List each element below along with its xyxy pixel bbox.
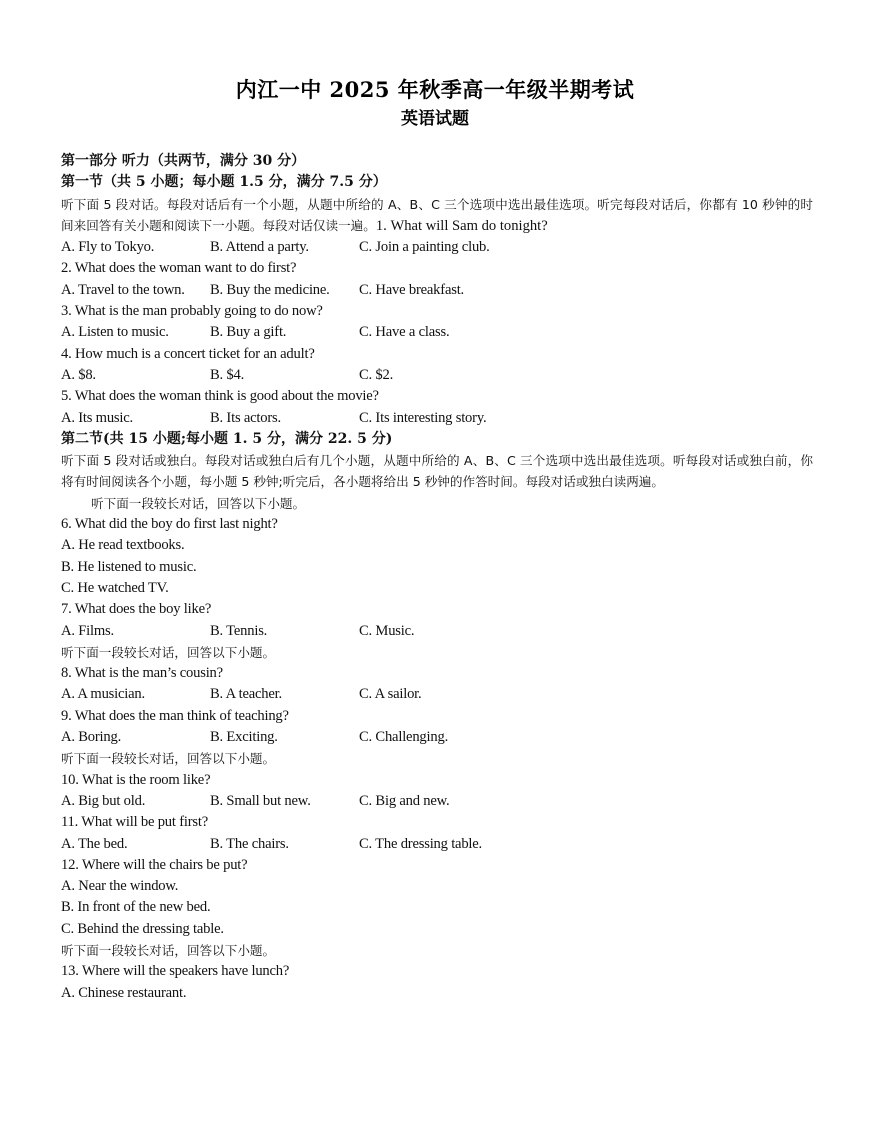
question-12-text: 12. Where will the chairs be put? [61, 856, 248, 873]
question-5-options [61, 408, 813, 429]
option-c: C. Have breakfast. [359, 281, 464, 298]
question-13-option-a: A. Chinese restaurant. [61, 984, 187, 1001]
question-8-text: 8. What is the man’s cousin? [61, 665, 223, 682]
option-c: C. Have a class. [359, 324, 450, 341]
option-b: B. A teacher. [210, 686, 282, 703]
question-12-option-a: A. Near the window. [61, 878, 179, 895]
question-6-option-c: C. He watched TV. [61, 579, 169, 596]
section2-instructions: 听下面 5 段对话或独白。每段对话或独白后有几个小题，从题中所给的 A、B、C 三个选项中选出最佳选项。听每段对话或独白前，你将有时间阅读各个小题，每小题 5 秒钟;听完后，各小题将给出 5 秒钟的作答时间。每段对话或独白读两遍。 [61, 453, 813, 490]
option-b: B. $4. [210, 366, 245, 383]
listen-note: 听下面一段较长对话，回答以下小题。 [61, 751, 276, 767]
section1-instructions-text: 听下面 5 段对话。每段对话后有一个小题，从题中所给的 A、B、C 三个选项中选出最佳选项。听完每段对话后，你都有 10 秒钟的时间来回答有关小题和阅读下一小题。每段对话仅读一遍。 [61, 196, 813, 233]
option-a: A. Films. [61, 622, 114, 639]
question-3-options [61, 322, 813, 343]
question-10-text: 10. What is the room like? [61, 771, 211, 788]
question-6-text: 6. What did the boy do first last night? [61, 516, 278, 533]
question-6-option-a: A. He read textbooks. [61, 537, 185, 554]
section2-heading: 第二节(共 15 小题;每小题 1. 5 分，满分 22. 5 分) [61, 430, 393, 447]
question-9-text: 9. What does the man think of teaching? [61, 707, 289, 724]
question-6-option-b: B. He listened to music. [61, 558, 197, 575]
question-13-text: 13. Where will the speakers have lunch? [61, 963, 290, 980]
question-5-text: 5. What does the woman think is good about the movie? [61, 388, 379, 405]
exam-title: 内江一中 2025 年秋季高一年级半期考试 [235, 77, 635, 102]
question-4-options [61, 365, 813, 386]
option-c: C. $2. [359, 366, 394, 383]
option-a: A. $8. [61, 366, 96, 383]
option-b: B. Attend a party. [210, 239, 309, 256]
option-c: C. Its interesting story. [359, 409, 487, 426]
question-2-options [61, 280, 813, 301]
option-a: A. Its music. [61, 409, 133, 426]
listen-note: 听下面一段较长对话，回答以下小题。 [61, 644, 276, 660]
question-3-text: 3. What is the man probably going to do now? [61, 303, 323, 320]
part1-heading: 第一部分 听力（共两节，满分 30 分） [61, 153, 306, 169]
question-11-options [61, 834, 813, 855]
section1-instructions [61, 194, 813, 238]
option-b: B. The chairs. [210, 835, 289, 852]
option-b: B. Buy a gift. [210, 324, 287, 341]
option-b: B. Buy the medicine. [210, 281, 330, 298]
exam-content [61, 151, 813, 1004]
option-a: A. Fly to Tokyo. [61, 239, 155, 256]
option-c: C. A sailor. [359, 686, 422, 703]
question-4-text: 4. How much is a concert ticket for an adult? [61, 345, 315, 362]
option-b: B. Its actors. [210, 409, 281, 426]
listen-note: 听下面一段较长对话，回答以下小题。 [61, 942, 276, 958]
question-7-options [61, 621, 813, 642]
exam-subtitle: 英语试题 [401, 109, 469, 129]
question-11-text: 11. What will be put first? [61, 814, 208, 831]
section1-heading: 第一节（共 5 小题；每小题 1.5 分，满分 7.5 分） [61, 174, 387, 191]
option-a: A. Travel to the town. [61, 281, 185, 298]
question-8-options [61, 684, 813, 705]
question-1-options [61, 237, 813, 258]
listen-note: 听下面一段较长对话，回答以下小题。 [91, 495, 306, 511]
option-b: B. Small but new. [210, 792, 311, 809]
option-c: C. Join a painting club. [359, 239, 490, 256]
question-1-text: 1. What will Sam do tonight? [375, 217, 548, 234]
question-9-options [61, 727, 813, 748]
option-c: C. The dressing table. [359, 835, 483, 852]
option-b: B. Tennis. [210, 622, 268, 639]
option-a: A. Boring. [61, 729, 122, 746]
option-b: B. Exciting. [210, 729, 278, 746]
option-c: C. Big and new. [359, 792, 450, 809]
option-a: A. A musician. [61, 686, 145, 703]
option-a: A. Big but old. [61, 792, 146, 809]
option-a: A. The bed. [61, 835, 128, 852]
question-10-options [61, 791, 813, 812]
question-2-text: 2. What does the woman want to do first? [61, 260, 297, 277]
option-c: C. Music. [359, 622, 415, 639]
question-7-text: 7. What does the boy like? [61, 601, 212, 618]
question-12-option-b: B. In front of the new bed. [61, 899, 211, 916]
option-a: A. Listen to music. [61, 324, 169, 341]
option-c: C. Challenging. [359, 729, 449, 746]
question-12-option-c: C. Behind the dressing table. [61, 920, 224, 937]
